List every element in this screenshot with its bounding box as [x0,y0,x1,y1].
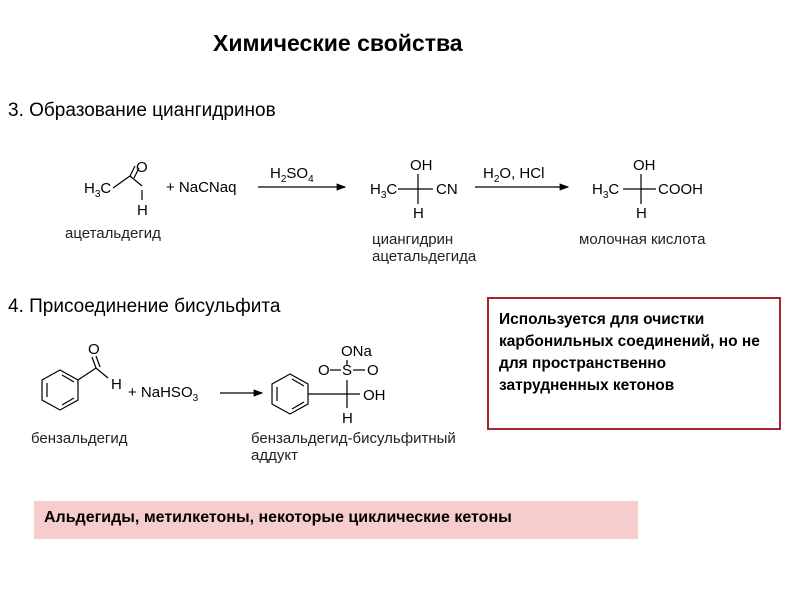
adduct-h: H [342,410,353,427]
conditions-h2o-hcl: $H_2O$, HCl [483,165,545,185]
reagent-nahso3: + NaHSO$_3$ [128,384,199,404]
usage-note-box: Используется для очистки карбонильных соединений, но не для пространственно затрудненных кетонов [487,297,781,430]
adduct-s: S [342,362,353,379]
acetaldehyde-h: H [137,202,148,219]
reagent-nacn: + NaCNaq [166,179,237,196]
acetaldehyde-o: O [136,159,148,176]
label-benzaldehyde: бензальдегид [31,430,128,447]
conditions-h2so4: $H_2SO_4$ [270,165,314,185]
label-cyanohydrin-2: ацетальдегида [372,248,477,265]
lactic-cooh: COOH [658,181,703,198]
cyanohydrin-h3c: $H_3C$ [370,181,398,201]
adduct-o-left: O [318,362,330,379]
adduct-oh: OH [363,387,386,404]
lactic-h: H [636,205,647,222]
label-adduct-2: аддукт [251,447,298,464]
adduct-o-right: O [367,362,379,379]
label-lactic-acid: молочная кислота [579,231,706,248]
section-3-heading: 3. Образование циангидринов [8,100,276,121]
applicability-banner: Альдегиды, метилкетоны, некоторые циклические кетоны [34,501,638,539]
adduct-ona: ONa [341,343,372,360]
cyanohydrin-oh: OH [410,157,433,174]
benzaldehyde-h: H [111,376,122,393]
section-4-heading: 4. Присоединение бисульфита [8,296,281,317]
label-cyanohydrin-1: циангидрин [372,231,454,248]
page-title: Химические свойства [213,30,463,56]
acetaldehyde-h3c: $H_3C$ [84,180,112,200]
benzaldehyde-o: O [88,341,100,358]
label-adduct-1: бензальдегид-бисульфитный [251,430,456,447]
lactic-oh: OH [633,157,656,174]
cyanohydrin-h: H [413,205,424,222]
lactic-h3c: $H_3C$ [592,181,620,201]
cyanohydrin-cn: CN [436,181,458,198]
label-acetaldehyde: ацетальдегид [65,225,161,242]
